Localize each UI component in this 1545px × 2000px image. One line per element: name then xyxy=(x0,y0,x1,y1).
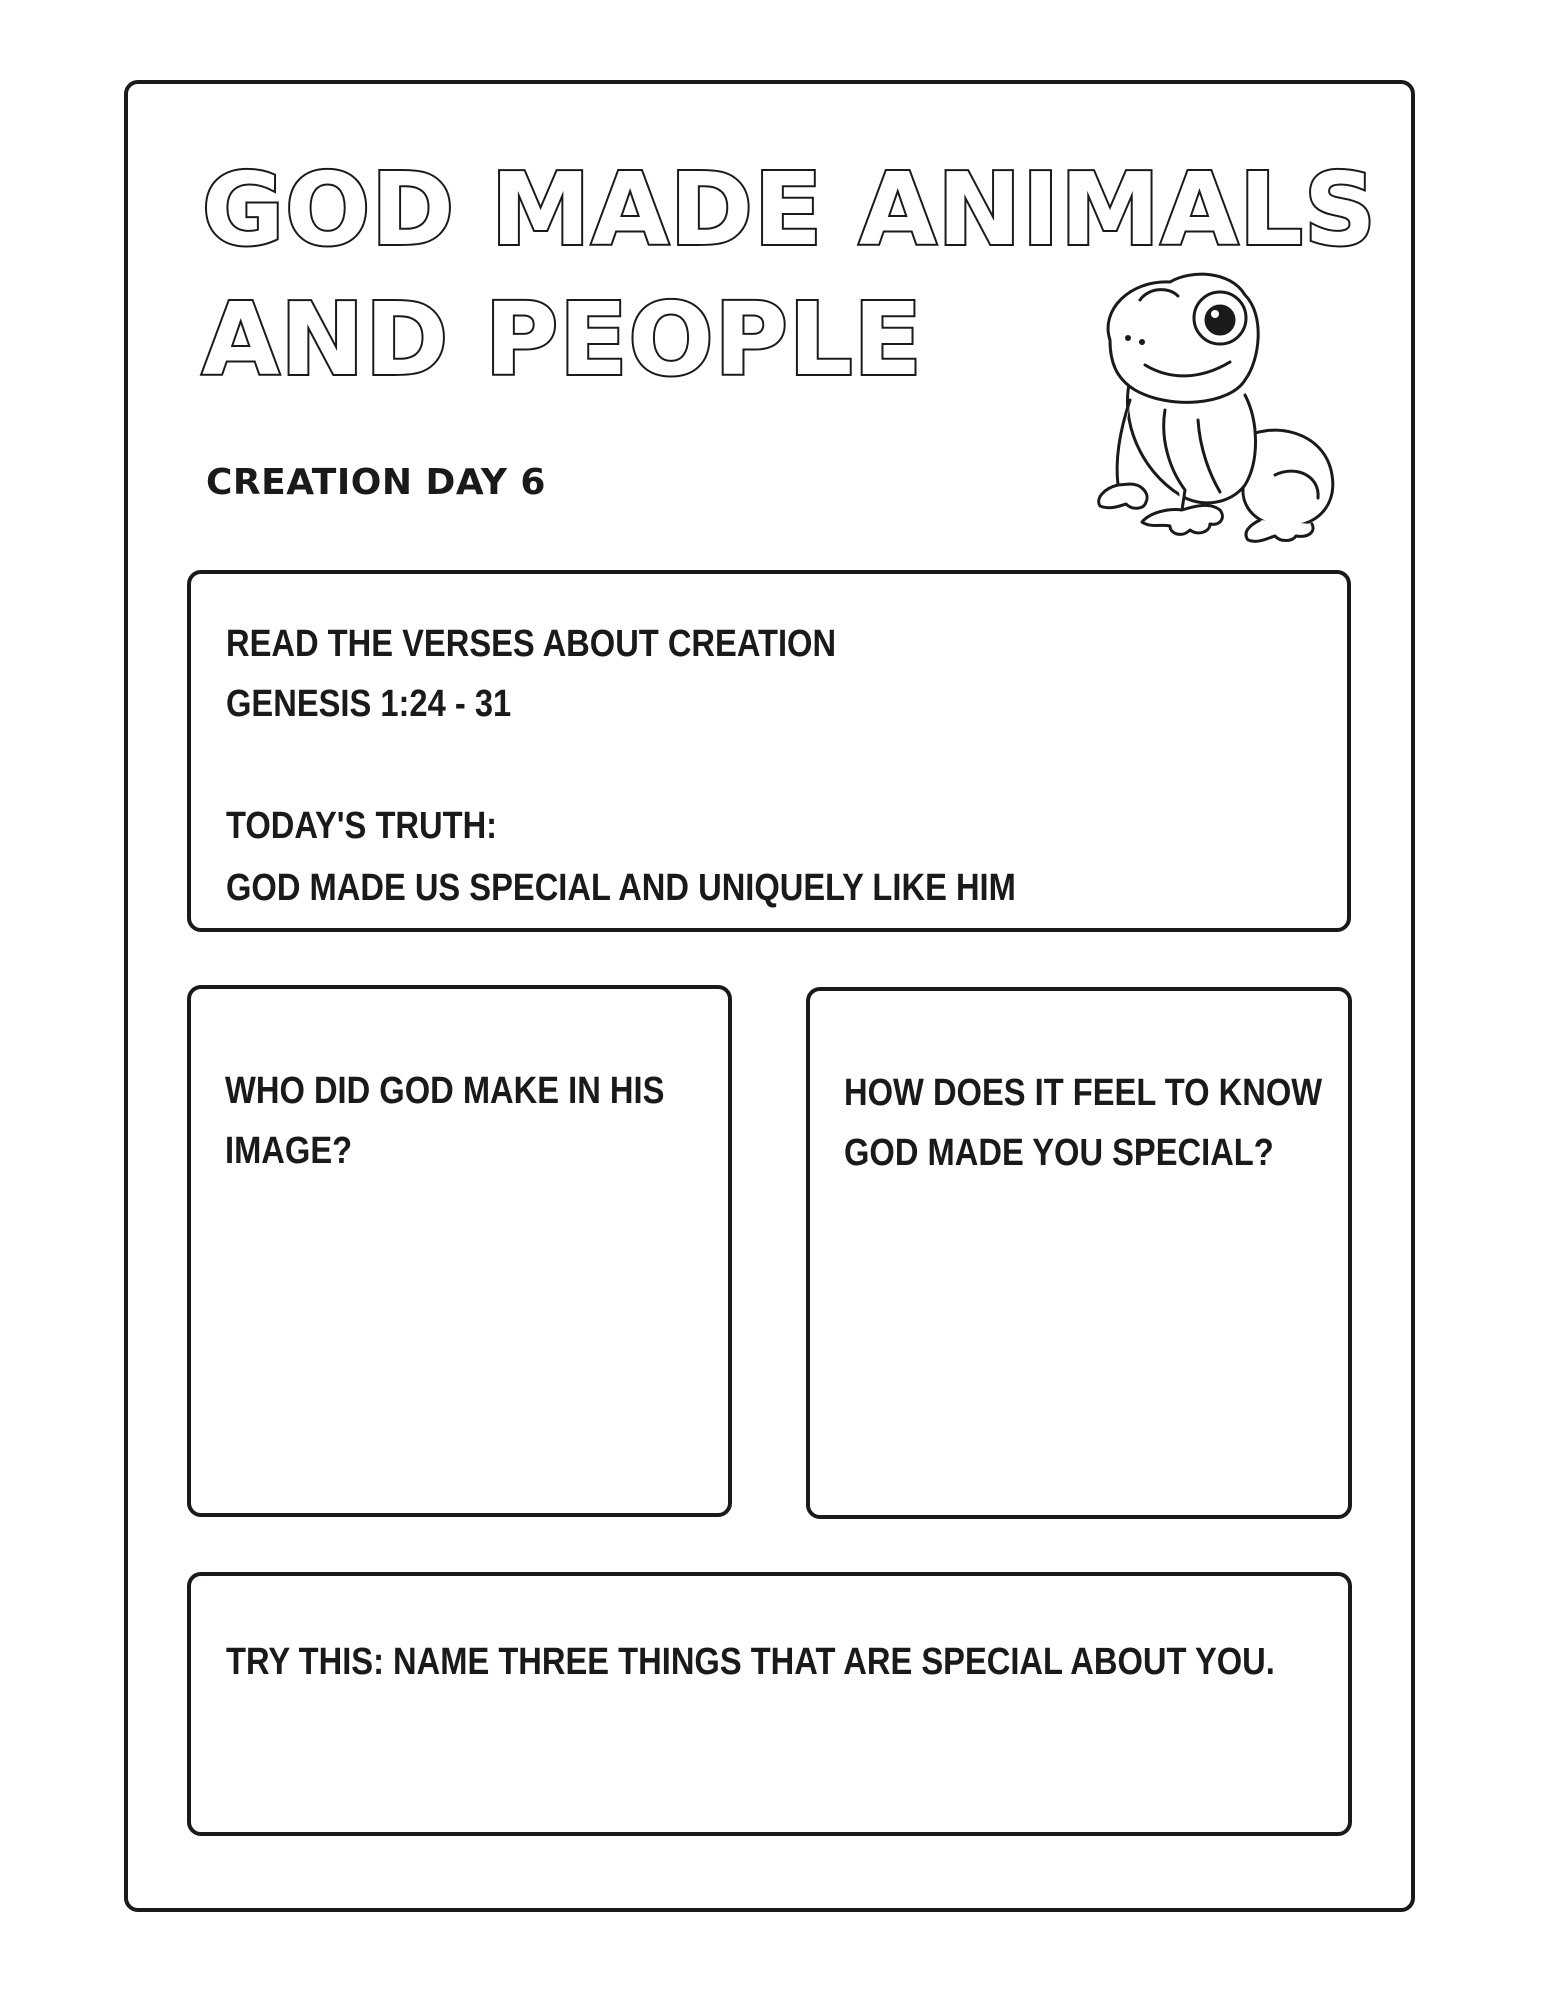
question-2-line-1: HOW DOES IT FEEL TO KNOW xyxy=(844,1072,1323,1114)
question-box-2[interactable] xyxy=(806,987,1352,1519)
scripture-reference: GENESIS 1:24 - 31 xyxy=(226,683,512,725)
truth-heading: TODAY'S TRUTH: xyxy=(226,805,498,847)
question-box-1[interactable] xyxy=(187,985,732,1517)
question-1-line-2: IMAGE? xyxy=(225,1130,353,1172)
question-1-line-1: WHO DID GOD MAKE IN HIS xyxy=(225,1070,665,1112)
question-2-line-2: GOD MADE YOU SPECIAL? xyxy=(844,1132,1274,1174)
subtitle: CREATION DAY 6 xyxy=(206,462,546,503)
try-this-prompt: TRY THIS: NAME THREE THINGS THAT ARE SPECIAL ABOUT YOU. xyxy=(226,1641,1275,1683)
question-2-text xyxy=(844,1063,1326,1183)
page-title-line-2: AND PEOPLE xyxy=(202,281,923,398)
page-title-line-1: GOD MADE ANIMALS xyxy=(202,151,1377,268)
question-1-text xyxy=(225,1061,707,1181)
try-this-box[interactable] xyxy=(187,1572,1352,1836)
reading-instruction: READ THE VERSES ABOUT CREATION xyxy=(226,623,837,665)
scripture-box xyxy=(187,570,1351,932)
truth-statement: GOD MADE US SPECIAL AND UNIQUELY LIKE HIM xyxy=(226,867,1016,909)
frog-icon xyxy=(1070,270,1350,550)
